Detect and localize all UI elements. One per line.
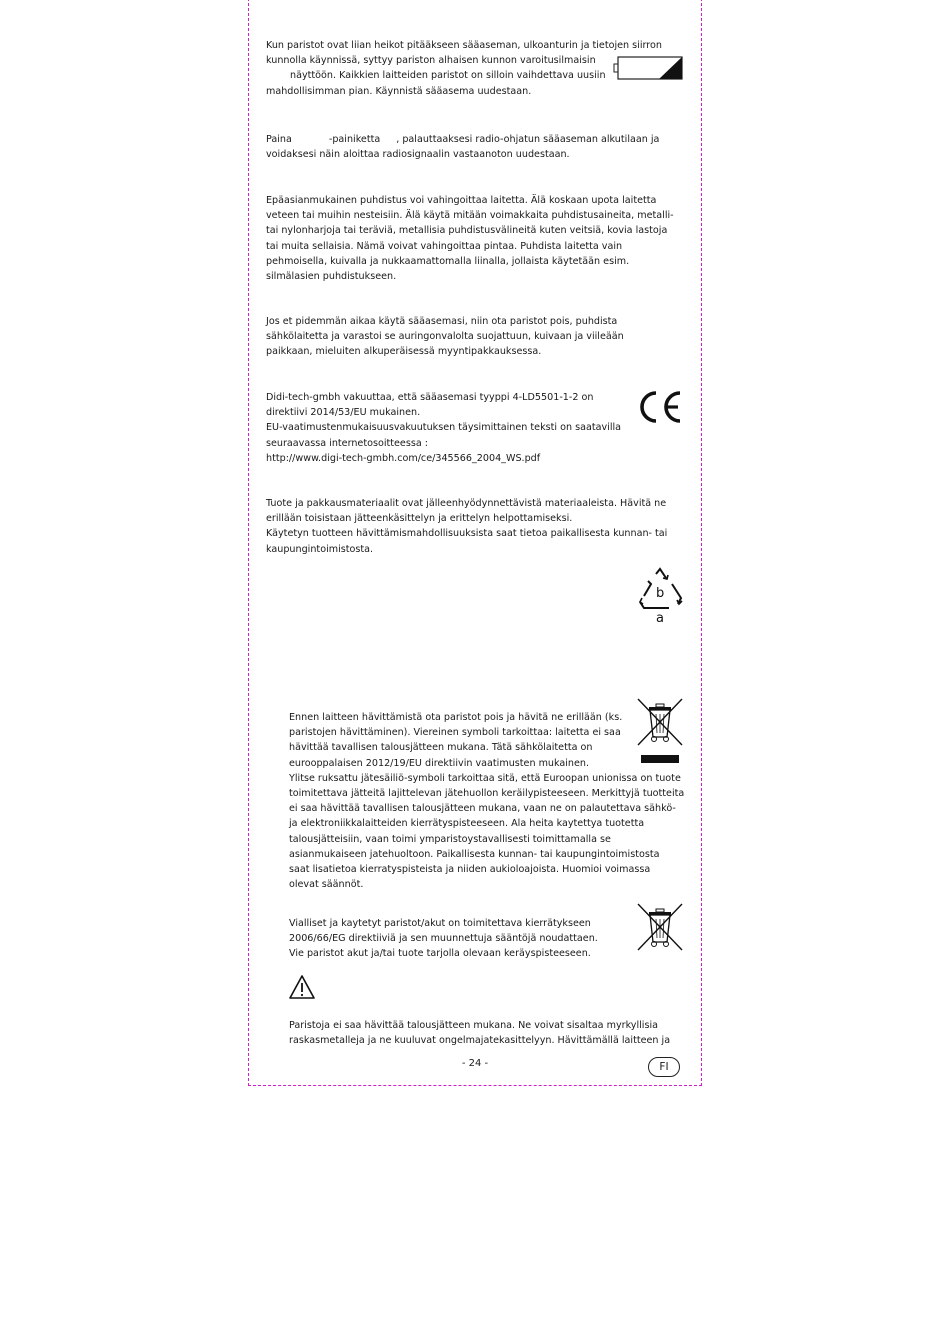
text-line: Vie paristot akut ja/tai tuote tarjolla olevaan keräyspisteeseen.: [289, 948, 591, 960]
recycling-inner-letter: b: [656, 586, 665, 601]
storage-text: [266, 314, 686, 360]
text-line: Jos et pidemmän aikaa käytä sääasemasi, niin ota paristot pois, puhdista: [266, 316, 618, 327]
batteries-disposal-text: [289, 916, 629, 962]
text-line: mahdollisimman pian. Käynnistä sääasema uudestaan.: [266, 85, 532, 97]
weee-text: [289, 710, 689, 892]
text-line: silmälasien puhdistukseen.: [266, 271, 397, 283]
text-line: näyttöön. Kaikkien laitteiden paristot on silloin vaihdettava uusiin: [290, 70, 606, 82]
cleaning-text: [266, 193, 686, 284]
text-line: olevat säännöt.: [289, 879, 364, 891]
crossed-out-bin-icon: [636, 697, 684, 767]
text-line: Kun paristot ovat liian heikot pitääkseen sääaseman, ulkoanturin ja tietojen siirron: [266, 40, 662, 51]
text-line: Paristoja ei saa hävittää talousjätteen mukana. Ne voivat sisaltaa myrkyllisia: [289, 1020, 659, 1031]
text-reset-rest: , palauttaaksesi radio-ohjatun sääaseman alkutilaan ja: [396, 134, 660, 145]
text-line: EU-vaatimustenmukaisuusvakuutuksen täysimittainen teksti on saatavilla: [266, 422, 622, 434]
text-line: erillään toisistaan jätteenkäsittelyn ja erittelyn helpottamiseksi.: [266, 513, 573, 525]
ce-mark-icon: [636, 389, 684, 425]
text-line: talousjätteisiin, vaan toimi ymparistoystavallisesti toimittamalla se: [289, 833, 611, 845]
text-line: kaupungintoimistosta.: [266, 543, 374, 555]
low-battery-icon: [613, 55, 685, 81]
warning-triangle-icon: [288, 974, 316, 1000]
text-line: Ennen laitteen hävittämistä ota paristot pois ja hävitä ne erillään (ks.: [289, 712, 623, 723]
text-line: tai muita sellaisia. Nämä voivat vahingoittaa pintaa. Puhdista laitetta vain: [266, 240, 623, 252]
text-line: seuraavassa internetosoitteessa :: [266, 437, 428, 449]
text-line: toimitettava jätteitä lajittelevan jätehuollon keräilypisteeseen. Merkittyjä tuotteita: [289, 788, 685, 800]
text-line: Ylitse ruksattu jätesäiliö-symboli tarkoittaa sitä, että Euroopan unionissa on tuote: [289, 772, 681, 784]
conformity-text: [266, 390, 626, 466]
language-badge: FI: [648, 1057, 680, 1077]
text-line: paikkaan, mieluiten alkuperäisessä myyntipakkauksessa.: [266, 346, 542, 358]
text-line: direktiivi 2014/53/EU mukainen.: [266, 407, 421, 419]
text-line: voidaksesi näin aloittaa radiosignaalin vastaanoton uudestaan.: [266, 149, 570, 161]
warning-text: [289, 1018, 689, 1048]
text-line: Käytetyn tuotteen hävittämismahdollisuuksista saat tietoa paikallisesta kunnan- tai: [266, 528, 668, 540]
text-line: sähkölaitetta ja varastoi se auringonvalolta suojattuun, kuivaan ja viileään: [266, 331, 624, 343]
crossed-out-bin-battery-icon: [636, 902, 684, 952]
text-line: Vialliset ja kaytetyt paristot/akut on toimitettava kierrätykseen: [289, 918, 591, 929]
text-line: raskasmetalleja ja ne kuuluvat ongelmajatekasittelyyn. Hävittämällä laitteen ja: [289, 1035, 671, 1047]
reset-text: [266, 132, 686, 162]
text-line: Epäasianmukainen puhdistus voi vahingoittaa laitetta. Älä koskaan upota laitetta: [266, 195, 657, 206]
text-line: ei saa hävittää tavallisen talousjätteen mukana, vaan ne on palautettava sähkö-: [289, 803, 676, 815]
text-line: saat lisatietoa kierratyspisteista ja niiden aukioloajoista. Huomioi voimassa: [289, 864, 651, 876]
text-line: pehmoisella, kuivalla ja nukkaamattomalla liinalla, jollaista käytetään esim.: [266, 255, 630, 267]
text-line: Didi-tech-gmbh vakuuttaa, että sääasemasi tyyppi 4-LD5501-1-2 on: [266, 392, 594, 403]
recycling-below-letter: a: [656, 611, 664, 626]
text-line: veteen tai muihin nesteisiin. Älä käytä mitään voimakkaita puhdistusaineita, metalli-: [266, 210, 674, 222]
text-line: eurooppalaisen 2012/19/EU direktiivin vaatimusten mukainen.: [289, 757, 590, 769]
text-line: Tuote ja pakkausmateriaalit ovat jälleenhyödynnettävistä materiaaleista. Hävitä ne: [266, 498, 667, 509]
text-button-word: -painiketta: [328, 134, 381, 145]
text-line: 2006/66/EG direktiiviä ja sen muunnettuja sääntöjä noudattaen.: [289, 933, 598, 945]
text-line: kunnolla käynnissä, syttyy pariston alhaisen kunnon varoitusilmaisin: [266, 55, 596, 67]
text-paina: Paina: [266, 134, 292, 145]
recycling-text: [266, 496, 686, 557]
recycling-symbol-icon: [636, 566, 686, 626]
text-line: ja elektroniikkalaitteiden kierrätyspisteeseen. Ala heita kaytettya tuotetta: [289, 818, 645, 830]
text-line: hävittää tavallisen talousjätteen mukana. Tätä sähkölaitetta on: [289, 742, 593, 754]
text-line: paristojen hävittäminen). Viereinen symboli tarkoittaa: laitetta ei saa: [289, 727, 621, 739]
page-number: - 24 -: [461, 1058, 489, 1069]
text-link: http://www.digi-tech-gmbh.com/ce/345566_2004_WS.pdf: [266, 452, 541, 464]
text-line: asianmukaiseen jatehuoltoon. Paikallisesta kunnan- tai kaupungintoimistosta: [289, 848, 660, 860]
text-line: tai nylonharjoja tai teräviä, metallisia puhdistusvälineitä kuten veitsiä, kovia lastoja: [266, 225, 668, 237]
